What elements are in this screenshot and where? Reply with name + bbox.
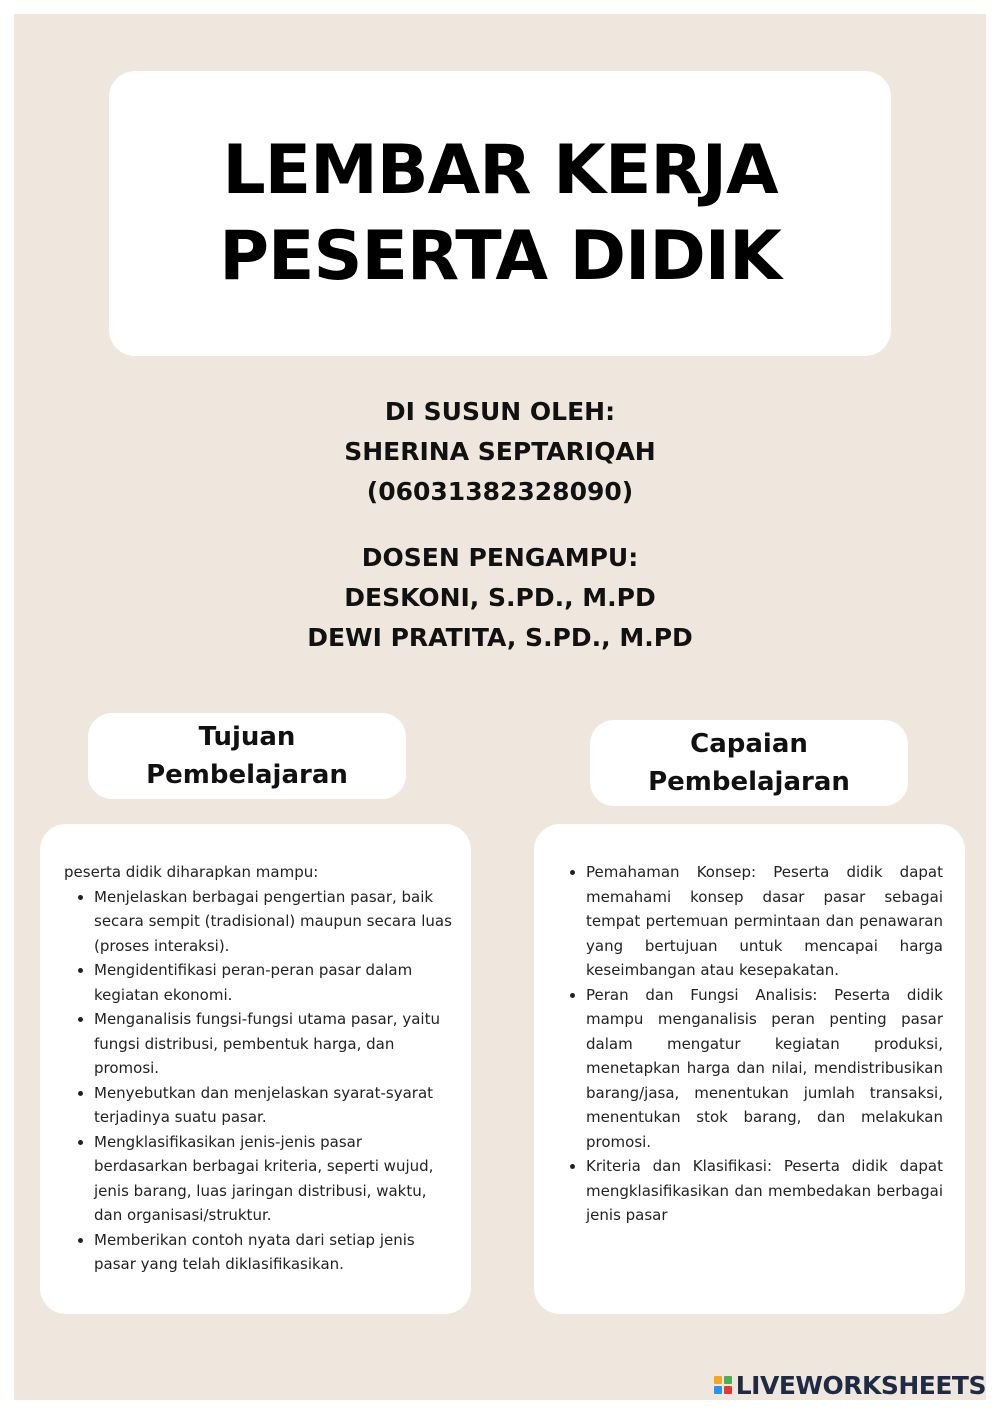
logo-block	[724, 1386, 732, 1394]
list-item: • Kriteria dan Klasifikasi: Peserta didik dapat mengklasifikasikan dan membedakan berbagai jenis pasar	[586, 1154, 943, 1228]
tujuan-content-card	[40, 824, 471, 1314]
author-block	[14, 392, 986, 658]
watermark-text: LIVEWORKSHEETS	[735, 1370, 986, 1400]
compiled-by-label: DI SUSUN OLEH:	[384, 397, 616, 426]
capaian-content-card	[534, 824, 965, 1314]
list-item: • Menganalisis fungsi-fungsi utama pasar, yaitu fungsi distribusi, pembentuk harga, dan promosi.	[94, 1007, 453, 1081]
tujuan-intro: peserta didik diharapkan mampu:	[64, 863, 319, 881]
student-name: SHERINA SEPTARIQAH	[344, 437, 656, 466]
worksheet-page	[14, 14, 986, 1400]
tujuan-list	[64, 885, 453, 1277]
capaian-label-line-1: Capaian	[690, 729, 808, 759]
logo-block	[714, 1386, 722, 1394]
tujuan-label-line-1: Tujuan	[198, 722, 296, 752]
title-line-1: LEMBAR KERJA	[222, 130, 778, 210]
lecturer-label: DOSEN PENGAMPU:	[361, 543, 639, 572]
list-item: • Peran dan Fungsi Analisis: Peserta didik mampu menganalisis peran penting pasar dalam mengatur kegiatan produksi, menetapkan harga dan nilai, mendistribusikan barang/jasa, menentukan jumlah transaksi, menentukan stok barang, dan melakukan promosi.	[586, 983, 943, 1155]
tujuan-label-line-2: Pembelajaran	[146, 760, 348, 790]
capaian-label-card	[590, 720, 908, 806]
list-item: • Memberikan contoh nyata dari setiap jenis pasar yang telah diklasifikasikan.	[94, 1228, 453, 1277]
tujuan-label-card	[88, 713, 406, 799]
spacer	[14, 512, 986, 538]
list-item: • Mengidentifikasi peran-peran pasar dalam kegiatan ekonomi.	[94, 958, 453, 1007]
list-item: • Pemahaman Konsep: Peserta didik dapat memahami konsep dasar pasar sebagai tempat pertemuan permintaan dan penawaran yang bertujuan untuk mencapai harga keseimbangan atau kesepakatan.	[586, 860, 943, 983]
capaian-list	[556, 860, 943, 1228]
title-card	[109, 71, 891, 356]
list-item: • Menjelaskan berbagai pengertian pasar, baik secara sempit (tradisional) maupun secara luas (proses interaksi).	[94, 885, 453, 959]
lecturer-name-2: DEWI PRATITA, S.PD., M.PD	[307, 623, 693, 652]
lecturer-name-1: DESKONI, S.PD., M.PD	[344, 583, 656, 612]
liveworksheets-logo-icon	[714, 1376, 732, 1394]
list-item: • Menyebutkan dan menjelaskan syarat-syarat terjadinya suatu pasar.	[94, 1081, 453, 1130]
title-line-2: PESERTA DIDIK	[219, 216, 781, 296]
logo-block	[724, 1376, 732, 1384]
list-item: • Mengklasifikasikan jenis-jenis pasar berdasarkan berbagai kriteria, seperti wujud, jenis barang, luas jaringan distribusi, waktu, dan organisasi/struktur.	[94, 1130, 453, 1228]
liveworksheets-watermark	[714, 1370, 986, 1400]
logo-block	[714, 1376, 722, 1384]
capaian-label-line-2: Pembelajaran	[648, 767, 850, 797]
student-id: (06031382328090)	[366, 477, 634, 506]
